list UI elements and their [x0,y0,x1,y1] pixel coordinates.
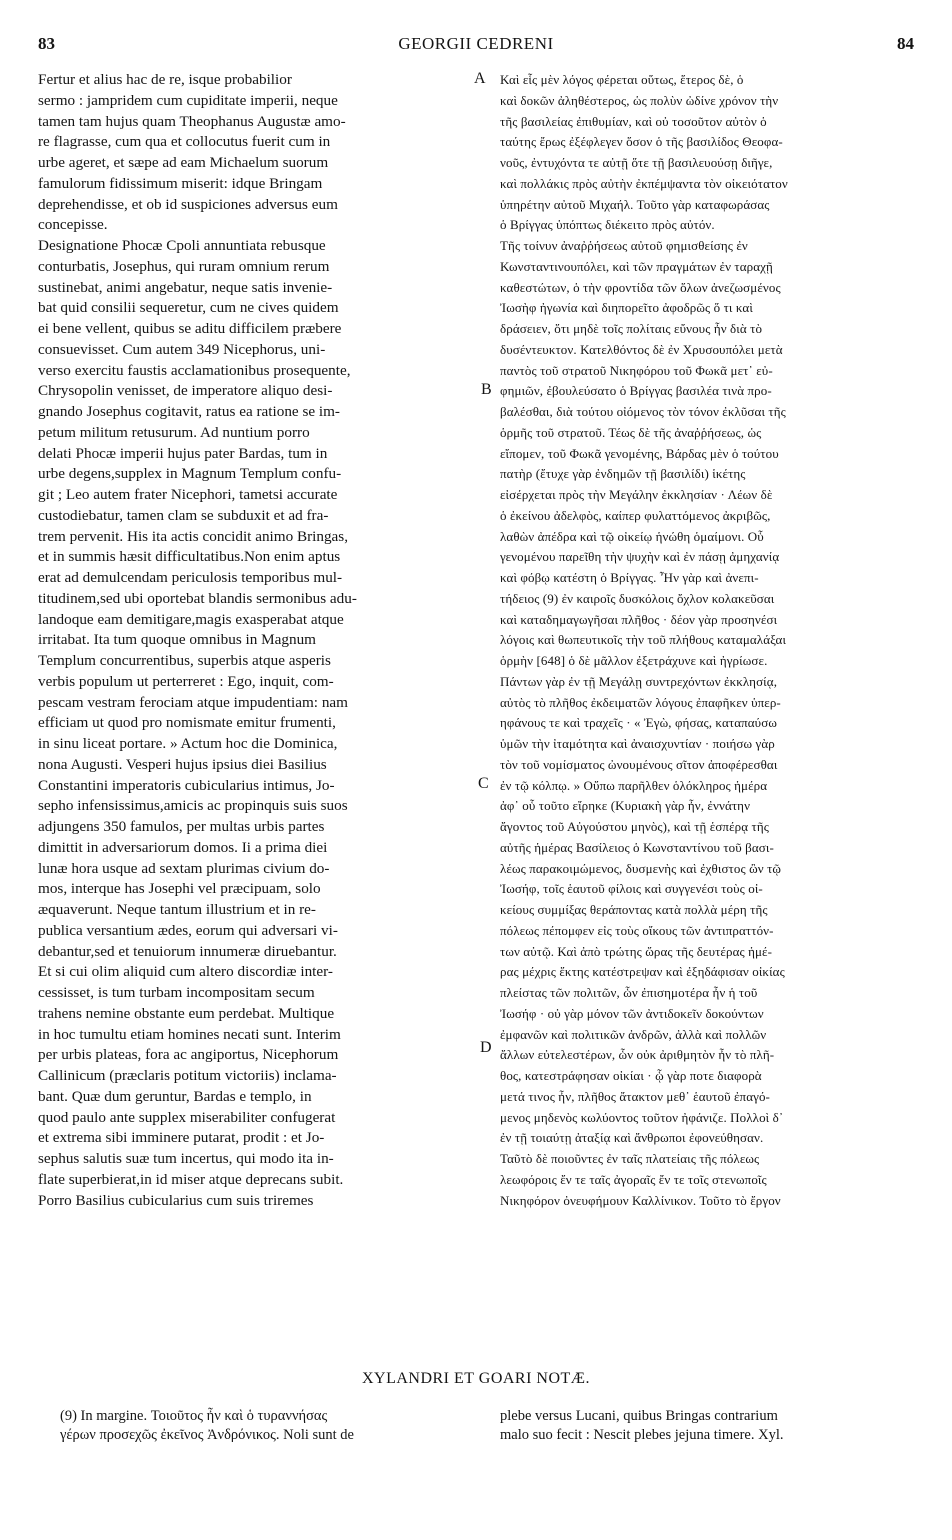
greek-line: ὁρμῆς τοῦ στρατοῦ. Τέως δὲ τῆς ἀναῤῥήσεως, ὡς [500,424,762,440]
greek-line: Πάντων γὰρ ἐν τῇ Μεγάλῃ συντρεχόντων ἐκκλησίᾳ, [500,673,778,689]
greek-line: καὶ δοκῶν ἀληθέστερος, ὡς πολὺν ὠδίνε χρόνον τὴν [500,92,779,108]
latin-line: tamen tam hujus quam Theophanus Augustæ amo- [38,112,346,130]
note-right [500,1407,914,1445]
latin-line: sephus salutis suæ tum incertus, qui modo ita in- [38,1150,334,1167]
latin-line: ei bene vellent, quibus se aditu difficilem præbere [38,320,342,337]
greek-line: αὐτὸς τὸ πλῆθος ἐκδειματῶν λόγους ἐπαφῆκεν ὑπερ- [500,694,781,710]
note-left-line-2: γέρων προσεχῶς ἐκεῖνος Ἀνδρόνικος. Noli sunt de [60,1427,354,1443]
greek-line: ἐμφανῶν καὶ πολιτικῶν ἀνδρῶν, ἀλλὰ καὶ πολλῶν [500,1026,767,1042]
greek-line: εἴπομεν, τοῦ Φωκᾶ γενομένης, Βάρδας μὲν ὁ τούτου [500,445,779,461]
note-right-line-2: malo suo fecit : Nescit plebes jejuna timere. Xyl. [500,1427,784,1443]
greek-line: ἄγοντος τοῦ Αὐγούστου μηνὸς), καὶ τῇ ἑσπέρᾳ τῆς [500,819,769,834]
section-marker-b: B [481,381,492,398]
greek-line: τὸν τοῦ νομίσματος ὠνουμένους σῖτον ἀποφέρεσθαι [500,756,778,772]
latin-line: conturbatis, Josephus, qui ruram omnium rerum [38,257,330,275]
section-marker-c: C [478,775,489,792]
latin-line: cessisset, is tum turbam incompositam secum [38,984,315,1001]
latin-line: re flagrasse, cum qua et collocutus fuerit cum in [38,133,331,151]
latin-line: delati Phocæ imperii hujus pater Bardas, tum in [38,444,328,462]
greek-line: καὶ πολλάκις πρὸς αὐτὴν ἐκπέμψαντα τὸν οἰκειότατον [500,175,788,191]
greek-line: παντὸς τοῦ στρατοῦ Νικηφόρου τοῦ Φωκᾶ μετ᾽ εὐ- [500,362,773,378]
latin-line: erat ad demulcendam periculosis temporibus mul- [38,569,343,586]
running-title: GEORGII CEDRENI [398,34,554,53]
latin-line: gnando Josephus cogitavit, ratus ea ratione se im- [38,403,340,420]
latin-line: et in summis hæsit difficultatibus.Non enim aptus [38,548,341,566]
latin-line: urbe ageret, et sæpe ad eam Michaelum suorum [38,154,329,171]
notes-title: XYLANDRI ET GOARI NOTÆ. [361,1370,591,1387]
latin-line: in sinu liceat portare. » Actum hoc die Dominica, [38,735,338,752]
greek-line: μενος μηδενὸς κωλύοντος τοῦτον ἠφάνιζε. Πολλοὶ δ᾽ [500,1109,784,1125]
latin-line: custodiebatur, tamen clam se subduxit et ad fra- [38,506,329,524]
latin-line: mos, interque has Josephi vel præcipuam, solo [38,880,321,898]
latin-line: lunæ hora usque ad sextam plurimas civium do- [38,859,330,877]
greek-line: πλείστας τῶν πολιτῶν, ὧν ἐπισημοτέρα ἦν ἡ τοῦ [500,985,758,1000]
latin-line: per urbis plateas, fora ac angiportus, Nicephorum [38,1046,339,1064]
greek-line: θος, κατεστράφησαν οἰκίαι · ᾧ γὰρ ποτε διαφορὰ [500,1068,762,1083]
latin-line: famulorum fidissimum miserit: idque Bringam [38,174,323,192]
greek-line: καθεστώτων, ὁ τὴν φροντίδα τῶν ὅλων ἀνεζωσμένος [500,279,781,295]
greek-line: κείους συμμίξας θεράποντας κατὰ πολλὰ μέρη τῆς [500,902,768,917]
latin-text-column [38,70,470,1211]
latin-line: Designatione Phocæ Cpoli annuntiata rebusque [38,237,326,254]
greek-line: ὁ ἐκείνου ἀδελφὸς, καίπερ φυλαττόμενος ἀκριβῶς, [500,507,771,523]
latin-line: Constantini imperatoris cubicularius intimus, Jo- [38,776,335,794]
greek-line: Ἰωσὴφ ἠγωνία καὶ διηπορεῖτο ἀφοδρῶς ὅ τι καὶ [500,300,753,316]
greek-line: φημιῶν, ἐβουλεύσατο ὁ Βρίγγας βασιλέα τινὰ προ- [500,383,772,399]
latin-line: quod paulo ante supplex miserabiliter confugerat [38,1108,336,1126]
latin-line: et extrema sibi imminere putarat, prodit : et Jo- [38,1129,325,1147]
latin-line: dimittit in adversariorum domos. Ii a prima diei [38,838,328,856]
latin-line: trem pervenit. His ita actis concidit animo Bringas, [38,527,349,545]
latin-line: Templum concurrentibus, superbis atque asperis [38,652,331,669]
section-marker-d: D [480,1039,492,1056]
latin-line: flate superbierat,in id miser atque deprecans subit. [38,1170,344,1188]
greek-line: νοῦς, ἐντυχόντα τε αὐτῇ ὅτε τῇ βασιλευούσῃ διῆγε, [500,155,773,170]
latin-line: Callinicum (præclaris potitum victoriis) inclama- [38,1067,337,1084]
latin-line: petum militum retusurum. Ad nuntium porro [38,423,310,441]
latin-line: sustinebat, animi angebatur, neque satis invenie- [38,278,333,296]
greek-line: τῆς βασιλείας ἐπιθυμίαν, καὶ οὐ τοσοῦτον αὐτὸν ὁ [500,113,767,129]
greek-text-column [500,70,914,1211]
greek-line: μετά τινος ἦν, πλῆθος ἄτακτον μεθ᾽ ἑαυτοῦ ἐπαγό- [500,1088,770,1104]
greek-line: ηφάνους τε καὶ τραχεῖς · « Ἐγὼ, φήσας, καταπαύσω [500,715,777,731]
greek-line: Καὶ εἷς μὲν λόγος φέρεται οὕτως, ἕτερος δὲ, ὁ [500,72,744,87]
greek-line: ἄλλων εὐτελεστέρων, ὧν οὐκ ἀριθμητὸν ἦν τὸ πλῆ- [500,1047,775,1063]
latin-line: debantur,sed et tenuiorum innumeræ diruebantur. [38,942,337,960]
latin-line: Chrysopolin venisset, de imperatore aliquo desi- [38,382,333,400]
greek-line: ρας μέχρις ἕκτης κατέστρεψαν καὶ ἐξηδάφισαν οἰκίας [500,964,785,980]
latin-line: Fertur et alius hac de re, isque probabilior [38,71,292,88]
latin-line: pescam vestram ferociam atque impudentiam: nam [38,693,348,711]
greek-line: ὑμῶν τὴν ἰταμότητα καὶ ἀναισχυντίαν · ποιήσω γὰρ [500,736,775,751]
greek-line: καὶ καταδημαγωγῆσαι πλῆθος · δέον γὰρ προσηνέσι [500,611,778,627]
greek-line: εἰσέρχεται πρὸς τὴν Μεγάλην ἐκκλησίαν · Λέων δὲ [500,487,773,502]
greek-line: Ταῦτὸ δὲ ποιοῦντες ἐν ταῖς πλατείαις τῆς πόλεως [500,1151,760,1166]
latin-line: verbis populum ut perterreret : Ego, inquit, com- [38,672,334,690]
greek-line: ἀφ᾽ οὗ τοῦτο εἴρηκε (Κυριακὴ γὰρ ἦν, ἐννάτην [500,798,751,814]
page-number-right: 84 [897,34,914,53]
greek-line: ἐν τῷ κόλπῳ. » Οὔπω παρῆλθεν ὁλόκληρος ἡμέρα [500,777,768,793]
greek-line: λαθὼν ἀπέδρα καὶ τῷ οἰκείῳ ἡνώθη ὁμαίμονι. Οὗ [500,528,764,544]
latin-line: bant. Quæ dum geruntur, Bardas e templo, in [38,1087,312,1105]
latin-line: git ; Leo autem frater Nicephori, tametsi accurate [38,486,338,503]
latin-line: landoque eam demitigare,magis exasperabat atque [38,610,344,628]
greek-line: ὁρμὴν [648] ὁ δὲ μᾶλλον ἐξετράχυνε καὶ ἠγρίωσε. [500,653,768,668]
latin-line: concepisse. [38,216,108,234]
latin-line: trahens nemine obstante eum perdebat. Multique [38,1004,335,1022]
greek-line: λέως παρακοιμώμενος, δυσμενὴς καὶ ἐχθιστος ὢν τῷ [500,860,782,876]
greek-line: ὑπηρέτην αὐτοῦ Μιχαήλ. Τοῦτο γὰρ καταφωράσας [500,196,770,212]
latin-line: sepho infensissimus,amicis ac propinquis suis suos [38,797,348,815]
latin-line: deprehendisse, et ob id suspiciones adversus eum [38,195,338,213]
greek-line: πόλεως πέπομφεν εἰς τοὺς οἴκους τῶν ἀντιπραττόν- [500,922,774,938]
note-left [60,1407,470,1445]
latin-line: titudinem,sed ubi oportebat blandis sermonibus adu- [38,589,357,607]
latin-line: urbe degens,supplex in Magnum Templum confu- [38,465,342,483]
latin-line: nona Augusti. Vesperi hujus ipsius diei Basilius [38,755,327,773]
greek-line: τήδειος (9) ἐν καιροῖς δυσκόλοις ὄχλον κολακεῦσαι [500,590,775,606]
greek-line: βαλέσθαι, διὰ τούτου οἰόμενος τὸν τόνον ἐκλῦσαι τῆς [500,404,786,419]
latin-line: Porro Basilius cubicularius cum suis triremes [38,1191,314,1209]
greek-line: δράσειεν, ὅτι μηδὲ τοῖς πολίταις εὔνους ἦν διὰ τὸ [500,321,763,336]
latin-line: Et si cui olim aliquid cum altero discordiæ inter- [38,963,333,981]
note-right-line-1: plebe versus Lucani, quibus Bringas contrarium [500,1408,778,1424]
greek-line: καὶ φόβῳ κατέστη ὁ Βρίγγας. Ἦν γὰρ καὶ ἀνεπι- [500,570,759,585]
greek-line: των αὐτῷ. Καὶ ἀπὸ τρώτης ὥρας τῆς δευτέρας ἡμέ- [500,943,773,959]
greek-line: ὁ Βρίγγας ὑπόπτως διέκειτο πρὸς αὐτόν. [500,217,715,233]
greek-line: Τῆς τοίνυν ἀναῤῥήσεως αὐτοῦ φημισθείσης ἐν [500,238,748,253]
latin-line: in hoc tumultu etiam homines necati sunt. Interim [38,1025,341,1043]
latin-line: adjungens 350 famulos, per multas urbis partes [38,818,325,835]
greek-line: δυσέντευκτον. Κατελθόντος δὲ ἐν Χρυσουπόλει μετὰ [500,341,783,357]
greek-line: Ἰωσήφ, τοῖς ἑαυτοῦ φίλοις καὶ συγγενέσι τοὺς οἰ- [500,881,763,897]
page-header [38,34,914,60]
latin-line: consuevisset. Cum autem 349 Nicephorus, uni- [38,340,326,358]
section-marker-a: A [474,70,486,87]
latin-line: verso exercitu faustis acclamationibus prosequente, [38,361,351,379]
greek-line: ἐν τῇ τοιαύτῃ ἀταξίᾳ καὶ ἄνθρωποι ἐφονεύθησαν. [500,1130,764,1146]
greek-line: αὐτῆς ἡμέρας Βασίλειος ὁ Κωνσταντίνου τοῦ βασι- [500,839,774,855]
page-number-left: 83 [38,34,55,53]
latin-line: æquaverunt. Neque tantum illustrium et in re- [38,901,316,918]
latin-line: bat quid consilii sequeretur, cum ne cives quidem [38,299,339,317]
greek-line: πατὴρ (ἔτυχε γὰρ ἐνδημῶν τῇ βασιλίδι) ἱκέτης [500,466,746,482]
latin-line: sermo : jampridem cum cupiditate imperii, neque [38,91,338,109]
latin-line: efficiam ut quod pro nomismate emitur frumenti, [38,714,336,732]
greek-line: γενομένου παρεῖθη τὴν ψυχὴν καὶ ἐν πάσῃ ἀμηχανίᾳ [500,549,780,565]
latin-line: irritabat. Ita tum quoque omnibus in Magnum [38,631,316,649]
latin-line: publica versantium ædes, eorum qui adversari vi- [38,921,338,939]
greek-line: Ἰωσήφ · οὐ γὰρ μόνον τῶν ἀντιδοκεῖν δοκούντων [500,1005,764,1021]
note-left-line-1: (9) In margine. Τοιοῦτος ἦν καὶ ὁ τυραννήσας [60,1408,328,1424]
greek-line: λόγοις καὶ θωπευτικοῖς τὴν τοῦ πλήθους καταμαλάξαι [500,632,787,648]
greek-line: Νικηφόρον ὀνευφήμουν Καλλίνικον. Τοῦτο τὸ ἔργον [500,1192,781,1208]
greek-line: Κωνσταντινουπόλει, καὶ τῶν πραγμάτων ἐν ταραχῇ [500,258,773,274]
greek-line: ταύτης ἔρως ἐξέφλεγεν ὅσον ὁ τῆς βασιλίδος Θεοφα- [500,134,783,150]
greek-line: λεωφόροις ἔν τε ταῖς ἀγοραῖς ἔν τε τοῖς στενωποῖς [500,1171,767,1187]
